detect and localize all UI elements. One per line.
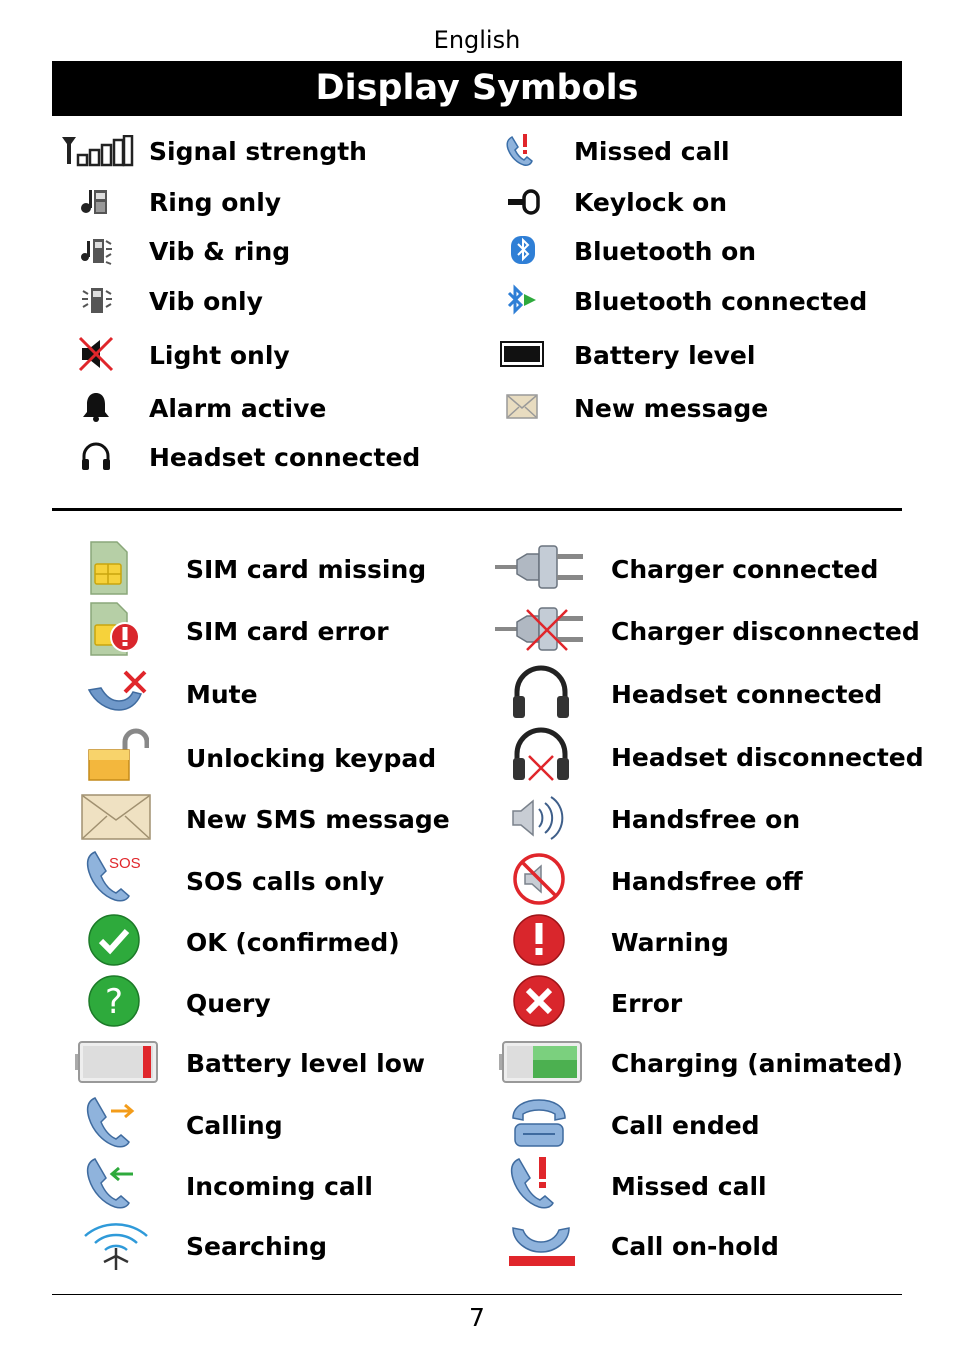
symbol-label: Calling xyxy=(186,1111,283,1140)
sim-missing-icon xyxy=(89,540,129,596)
symbol-row xyxy=(495,1040,915,1084)
bluetooth-icon xyxy=(510,235,536,265)
symbol-row xyxy=(495,1155,915,1211)
symbol-row xyxy=(75,793,475,843)
headset-disconnected-icon xyxy=(511,726,571,782)
symbol-label: Bluetooth connected xyxy=(574,287,868,316)
symbol-row xyxy=(495,793,915,843)
calling-icon xyxy=(85,1096,145,1150)
symbol-label: Battery level low xyxy=(186,1049,426,1078)
symbol-label: Charger disconnected xyxy=(611,617,920,646)
symbol-row xyxy=(60,133,460,173)
symbol-label: Charger connected xyxy=(611,555,879,584)
symbol-row xyxy=(495,1218,915,1272)
symbol-label: Call on-hold xyxy=(611,1232,779,1261)
language-label: English xyxy=(433,26,521,54)
symbol-label: Headset disconnected xyxy=(611,743,924,772)
bluetooth-connected-icon xyxy=(506,284,540,316)
vib-ring-icon xyxy=(80,235,114,265)
symbol-label: Keylock on xyxy=(574,188,728,217)
sos-icon xyxy=(85,850,145,904)
symbol-label: Vib & ring xyxy=(149,237,291,266)
symbol-row xyxy=(75,728,475,784)
symbol-label: Searching xyxy=(186,1232,328,1261)
symbol-label: Charging (animated) xyxy=(611,1049,904,1078)
symbol-row xyxy=(500,184,900,224)
symbol-label: New SMS message xyxy=(186,805,450,834)
svg-text:?: ? xyxy=(104,982,124,1022)
symbol-row xyxy=(75,601,475,657)
headset-small-icon xyxy=(80,442,112,472)
symbol-label: SIM card missing xyxy=(186,555,427,584)
symbol-label: Light only xyxy=(149,341,290,370)
missed-call-small-icon xyxy=(504,133,538,167)
searching-icon xyxy=(81,1218,151,1272)
sim-error-icon xyxy=(89,601,141,657)
svg-text:SOS: SOS xyxy=(109,855,141,872)
ok-icon xyxy=(87,913,141,967)
incoming-call-icon xyxy=(85,1157,145,1211)
symbol-row xyxy=(75,1040,475,1084)
handsfree-off-icon xyxy=(511,852,567,906)
symbol-row xyxy=(495,542,915,592)
symbol-row xyxy=(495,604,920,654)
symbol-row xyxy=(75,1218,475,1272)
symbol-row xyxy=(75,540,475,596)
footer-divider xyxy=(52,1294,902,1295)
symbol-row xyxy=(60,390,460,430)
symbol-row xyxy=(60,336,460,376)
symbol-label: Handsfree off xyxy=(611,867,803,896)
missed-call-icon xyxy=(509,1155,569,1211)
symbol-row xyxy=(60,233,460,273)
page-title: Display Symbols xyxy=(52,61,902,116)
symbol-row xyxy=(60,283,460,323)
symbol-row xyxy=(495,664,915,720)
symbol-label: Headset connected xyxy=(611,680,883,709)
symbol-row xyxy=(75,974,475,1028)
symbol-row xyxy=(500,233,900,273)
headset-connected-icon xyxy=(511,664,571,720)
symbol-label: Signal strength xyxy=(149,137,367,166)
symbol-label: Missed call xyxy=(611,1172,767,1201)
envelope-icon xyxy=(81,793,151,841)
symbol-label: Query xyxy=(186,989,271,1018)
symbol-row xyxy=(495,852,915,906)
symbol-row xyxy=(75,668,475,718)
symbol-label: Headset connected xyxy=(149,443,421,472)
symbol-row xyxy=(60,184,460,224)
symbol-row xyxy=(75,913,475,967)
battery-level-icon xyxy=(500,340,544,368)
section-divider xyxy=(52,508,902,511)
alarm-bell-icon xyxy=(80,391,112,423)
symbol-label: Warning xyxy=(611,928,729,957)
symbol-row xyxy=(500,390,900,430)
symbol-label: Mute xyxy=(186,680,258,709)
symbol-label: Unlocking keypad xyxy=(186,744,437,773)
error-icon xyxy=(511,974,567,1028)
charger-connected-icon xyxy=(495,542,589,592)
symbol-label: Battery level xyxy=(574,341,756,370)
symbol-row xyxy=(500,283,900,323)
symbol-row xyxy=(495,1096,915,1150)
symbol-row xyxy=(500,336,900,376)
symbol-label: Missed call xyxy=(574,137,730,166)
call-on-hold-icon xyxy=(509,1218,575,1272)
symbol-row xyxy=(500,133,900,173)
symbol-label: Call ended xyxy=(611,1111,760,1140)
signal-strength-icon xyxy=(60,135,134,167)
charger-disconnected-icon xyxy=(495,604,589,654)
unlock-icon xyxy=(87,728,149,784)
symbol-row xyxy=(75,850,475,904)
mute-icon xyxy=(85,668,151,716)
symbol-row xyxy=(60,439,460,479)
handsfree-on-icon xyxy=(511,793,567,843)
symbol-label: Incoming call xyxy=(186,1172,373,1201)
symbol-label: New message xyxy=(574,394,769,423)
symbol-label: Bluetooth on xyxy=(574,237,757,266)
symbol-label: OK (confirmed) xyxy=(186,928,400,957)
symbol-label: Vib only xyxy=(149,287,263,316)
new-message-small-icon xyxy=(506,393,538,421)
battery-low-icon xyxy=(75,1040,159,1084)
vib-only-icon xyxy=(80,285,114,315)
symbol-row xyxy=(75,1157,475,1211)
symbol-label: SOS calls only xyxy=(186,867,385,896)
symbol-label: Ring only xyxy=(149,188,282,217)
query-icon xyxy=(87,974,141,1028)
symbol-row xyxy=(495,726,924,782)
light-only-icon xyxy=(78,336,114,372)
symbol-row xyxy=(75,1096,475,1150)
symbol-row xyxy=(495,974,915,1028)
warning-icon xyxy=(511,913,567,967)
symbol-label: Alarm active xyxy=(149,394,327,423)
page-number: 7 xyxy=(469,1303,485,1332)
symbol-row xyxy=(495,913,915,967)
charging-icon xyxy=(499,1040,583,1084)
symbol-label: Error xyxy=(611,989,683,1018)
keylock-icon xyxy=(506,188,540,216)
symbol-label: Handsfree on xyxy=(611,805,801,834)
ring-only-icon xyxy=(80,186,110,216)
call-ended-icon xyxy=(509,1096,569,1150)
symbol-label: SIM card error xyxy=(186,617,389,646)
